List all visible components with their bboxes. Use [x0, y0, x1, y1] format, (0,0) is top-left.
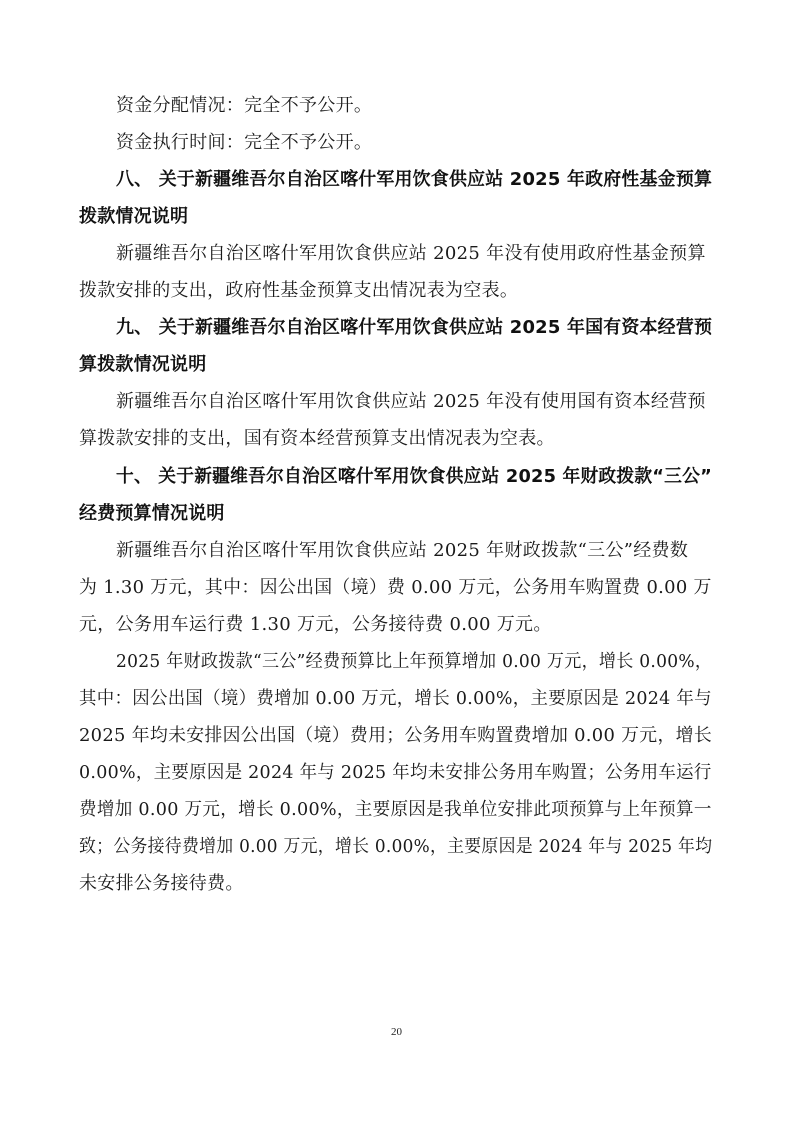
section-heading-8-cont: 拨款情况说明	[79, 206, 189, 227]
section-heading-9: 九、 关于新疆维吾尔自治区喀什军用饮食供应站 2025 年国有资本经营预	[116, 317, 713, 338]
text-line: 0.00%，主要原因是 2024 年与 2025 年均未安排公务用车购置；公务用车运行	[79, 762, 712, 783]
text-line: 2025 年财政拨款“三公”经费预算比上年预算增加 0.00 万元，增长 0.00%，	[116, 651, 713, 672]
text-line: 费增加 0.00 万元，增长 0.00%，主要原因是我单位安排此项预算与上年预算一	[79, 799, 712, 820]
text-line: 新疆维吾尔自治区喀什军用饮食供应站 2025 年没有使用政府性基金预算	[116, 243, 706, 264]
text-line: 未安排公务接待费。	[79, 873, 244, 894]
section-heading-8: 八、 关于新疆维吾尔自治区喀什军用饮食供应站 2025 年政府性基金预算	[116, 169, 713, 190]
text-line: 元，公务用车运行费 1.30 万元，公务接待费 0.00 万元。	[79, 614, 552, 635]
text-line: 致；公务接待费增加 0.00 万元，增长 0.00%，主要原因是 2024 年与 2025 年均	[79, 836, 713, 857]
text-line: 新疆维吾尔自治区喀什军用饮食供应站 2025 年财政拨款“三公”经费数	[116, 540, 689, 561]
text-line: 资金分配情况：完全不予公开。	[116, 95, 373, 116]
text-line: 2025 年均未安排因公出国（境）费用；公务用车购置费增加 0.00 万元，增长	[79, 725, 713, 746]
text-line: 新疆维吾尔自治区喀什军用饮食供应站 2025 年没有使用国有资本经营预	[116, 391, 706, 412]
text-line: 算拨款安排的支出，国有资本经营预算支出情况表为空表。	[79, 428, 555, 449]
section-heading-9-cont: 算拨款情况说明	[79, 354, 207, 375]
text-line: 拨款安排的支出，政府性基金预算支出情况表为空表。	[79, 280, 519, 301]
page-number: 20	[391, 1026, 402, 1038]
section-heading-10-cont: 经费预算情况说明	[79, 503, 225, 524]
text-line: 资金执行时间：完全不予公开。	[116, 132, 373, 153]
text-line: 其中：因公出国（境）费增加 0.00 万元，增长 0.00%，主要原因是 2024 年与	[79, 688, 712, 709]
section-heading-10: 十、 关于新疆维吾尔自治区喀什军用饮食供应站 2025 年财政拨款“三公”	[116, 466, 712, 487]
text-line: 为 1.30 万元，其中：因公出国（境）费 0.00 万元，公务用车购置费 0.00 万	[79, 577, 712, 598]
